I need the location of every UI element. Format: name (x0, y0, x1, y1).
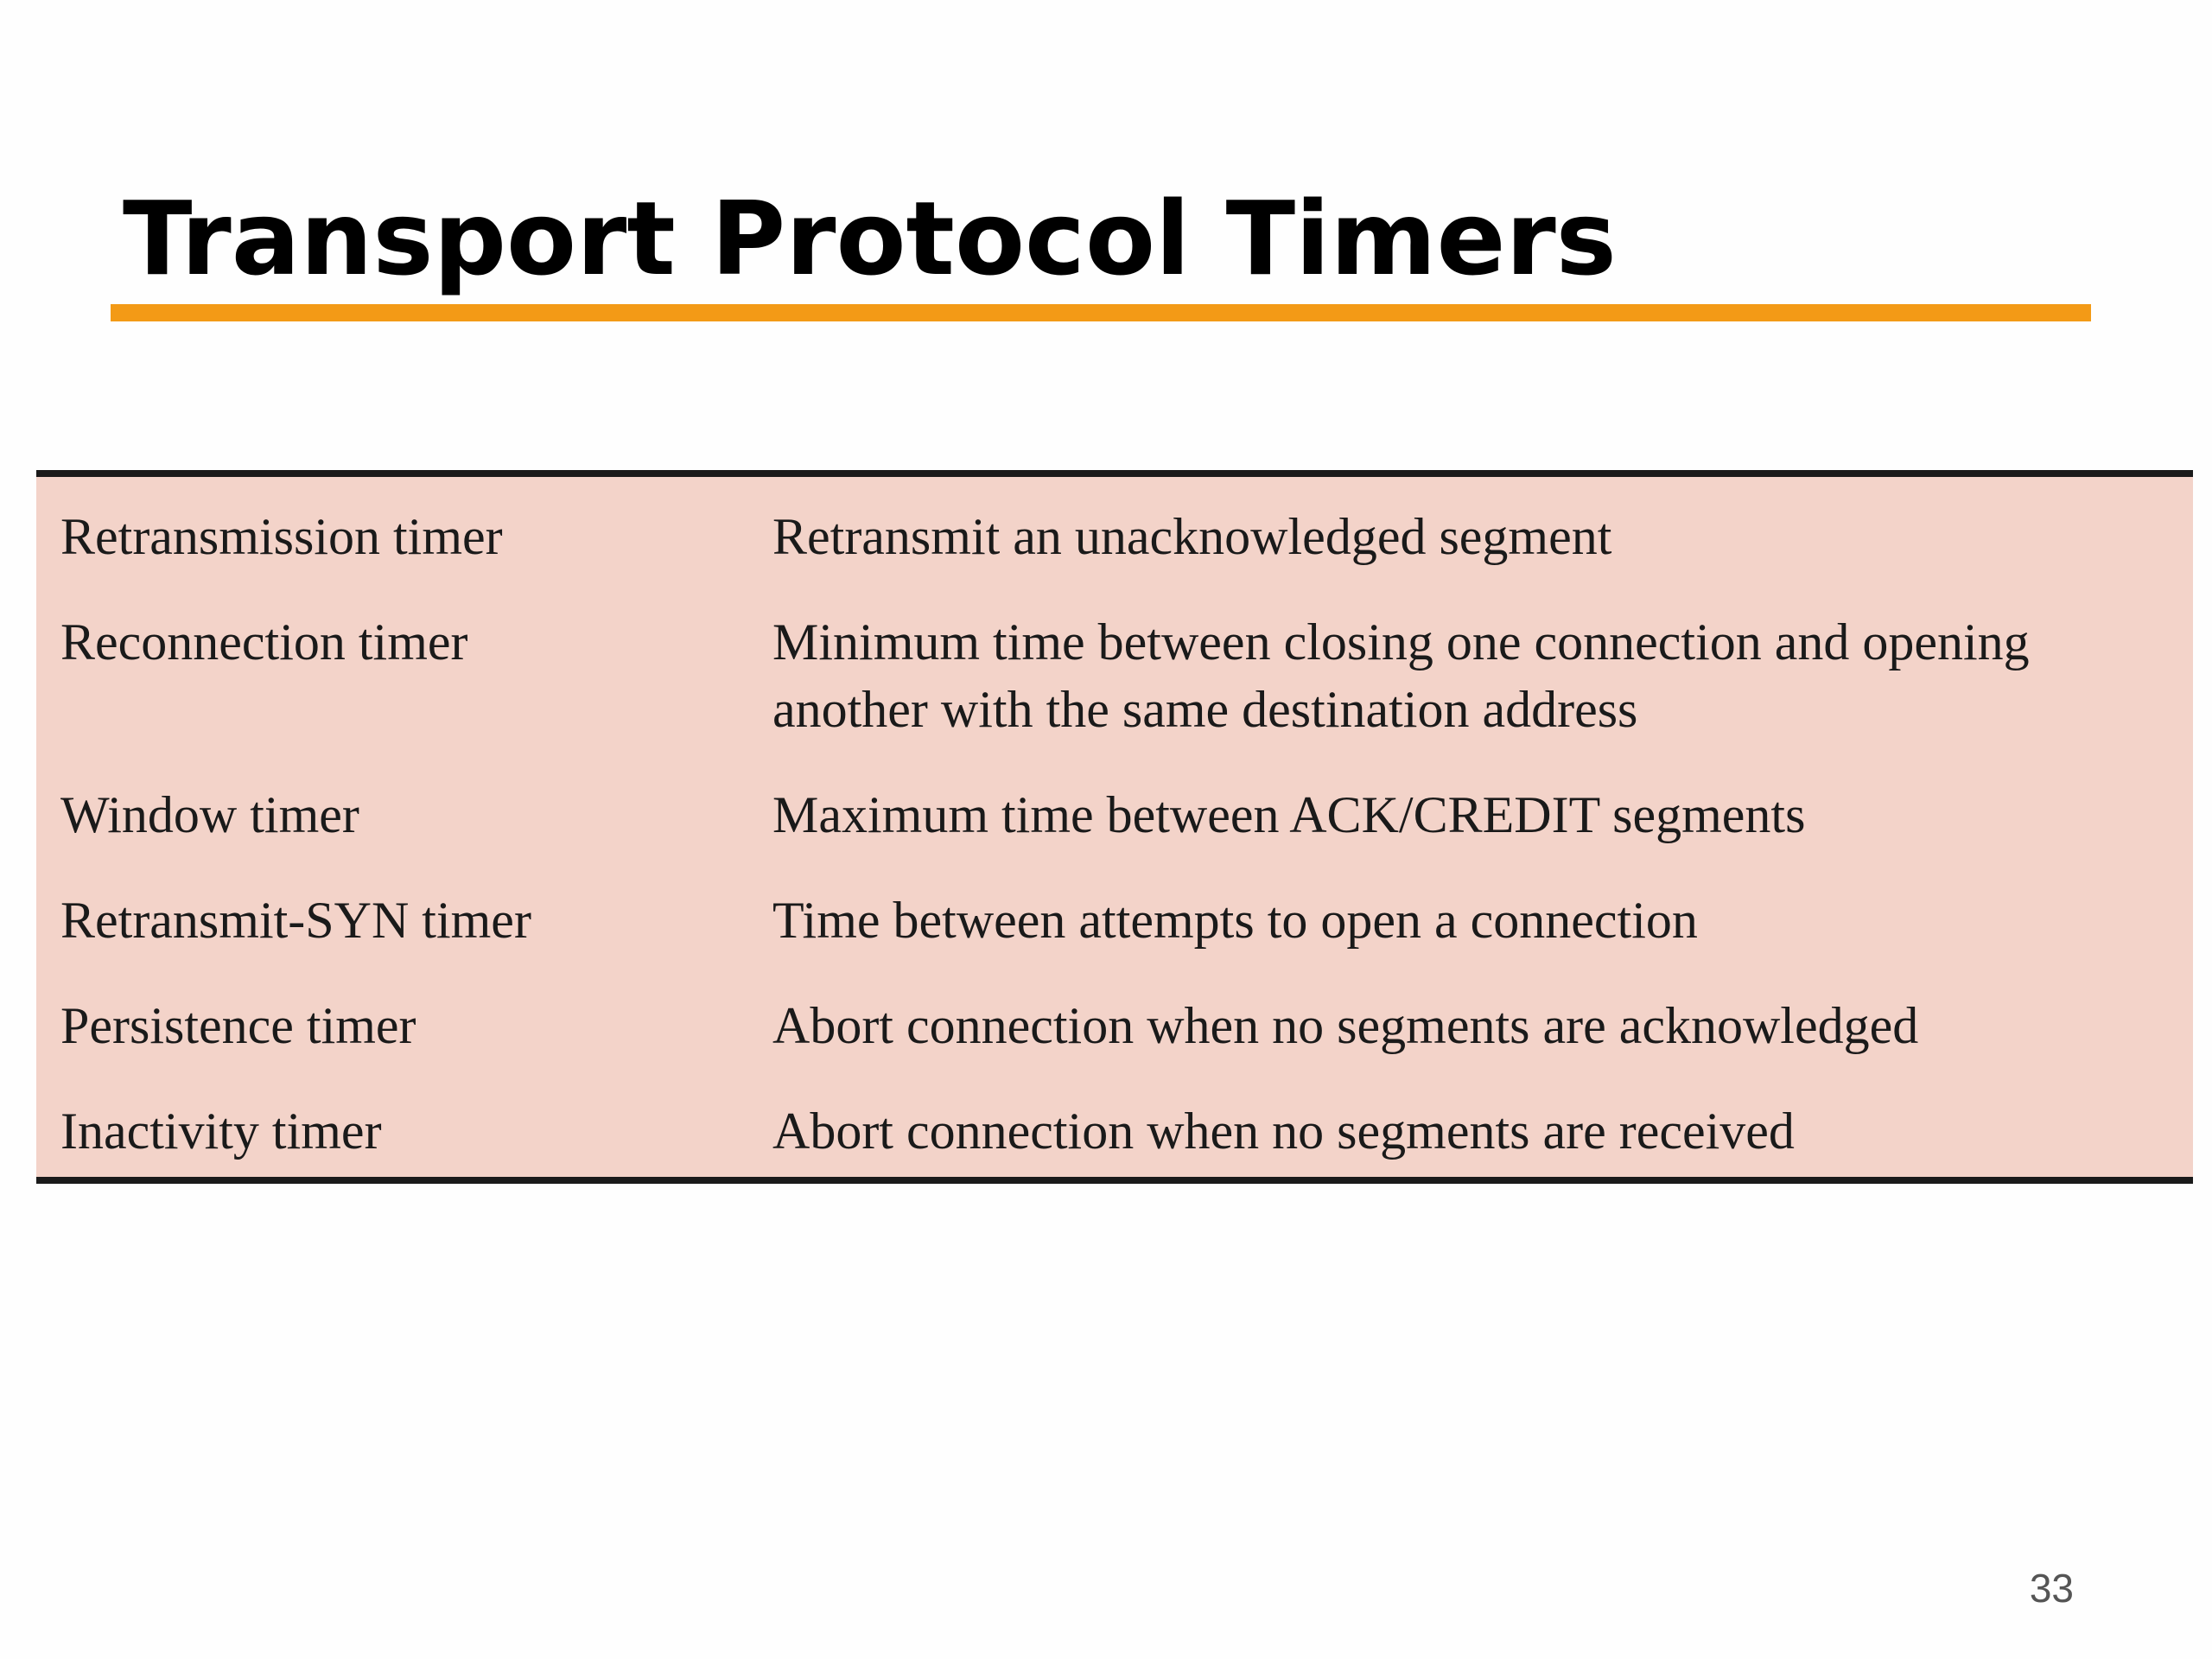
timer-name: Retransmit-SYN timer (60, 892, 531, 949)
slide-title: Transport Protocol Timers (123, 179, 1617, 298)
timer-description: Retransmit an unacknowledged segment (772, 508, 1612, 565)
page-number: 33 (2029, 1566, 2074, 1611)
timer-description: Abort connection when no segments are acknowledged (772, 997, 1919, 1054)
timer-description: Minimum time between closing one connection and opening another with the same destination address (772, 613, 2030, 738)
title-underline (111, 304, 2091, 321)
timers-table (36, 470, 2193, 1184)
timer-description: Time between attempts to open a connection (772, 892, 1698, 949)
timer-name: Inactivity timer (60, 1103, 382, 1160)
timer-name: Persistence timer (60, 997, 416, 1054)
timer-description: Abort connection when no segments are received (772, 1103, 1795, 1160)
timer-description: Maximum time between ACK/CREDIT segments (772, 786, 1806, 843)
timer-name: Retransmission timer (60, 508, 503, 565)
timer-name: Window timer (60, 786, 359, 843)
timer-name: Reconnection timer (60, 613, 468, 671)
